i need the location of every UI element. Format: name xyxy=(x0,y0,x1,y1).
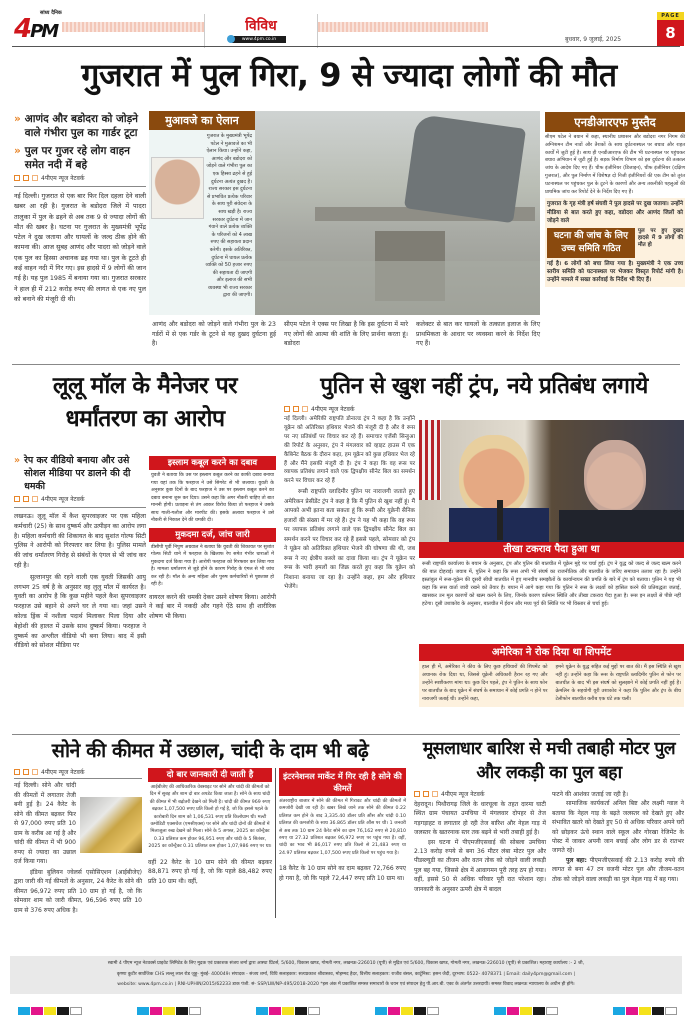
story1-photo-area xyxy=(149,111,540,315)
trump-face xyxy=(459,435,529,515)
story3-left xyxy=(284,405,415,593)
byline-square-icon xyxy=(32,496,38,502)
ie-icon xyxy=(227,35,235,43)
story1-byline: 4पीएम न्यूज नेटवर्क xyxy=(14,174,146,182)
story2-box2-title: मुकदमा दर्ज, जांच जारी xyxy=(149,528,276,542)
story3-byline: 4पीएम न्यूज नेटवर्क xyxy=(284,405,415,413)
byline-square-icon xyxy=(302,406,308,412)
masthead-stripe-right xyxy=(318,22,488,32)
story5-body-4: सामाजिक कार्यकर्ता अनिल बिष्ट और लक्ष्मी ग्वाल ने बताया कि नेहल गाड़ के बढ़ते जलस्तर को देखते हुए और संभावित खतरे को देखते हुए 50 से अधिक परिवार अपने घरों को छोड़कर ऊंचे स्थान वाले स्कूल और गोरखा रेजिमेंट के पोस्ट में जाकर अपनी जान बचाई और लोग डर से रातभर जागते रहे। xyxy=(552,800,684,855)
byline-square-icon xyxy=(423,791,429,797)
color-swatch-set xyxy=(613,1000,678,1019)
page-number: 8 xyxy=(657,20,684,46)
story4-byline: 4पीएम न्यूज नेटवर्क xyxy=(14,768,142,776)
story1-col-3: कलेक्टर से बात कर घायलों के तत्काल इलाज के लिए प्राथमिकता के आधार पर व्यवस्था करने के निर्देश दिए गए हैं। xyxy=(416,321,540,348)
story4-box2-title: इंटरनेशनल मार्केट में गिर रही है सोने की कीमतें xyxy=(279,768,406,796)
story4-headline: सोने की कीमत में उछाल, चांदी के दाम भी बढ़े xyxy=(51,739,369,762)
section-divider xyxy=(12,364,680,365)
story2-body-3: वायरल करने की धमकी देकर उसने शोषण किया। आरोपी ने कई बार में नकदी और गहने ऐंठे साथ ही शारीरिक शोषण भी किया। xyxy=(149,593,276,621)
registration-marks xyxy=(18,1000,678,1019)
page-label: PAGE xyxy=(657,12,684,20)
color-swatch-set xyxy=(256,1000,321,1019)
ndrf-box xyxy=(545,112,685,287)
story4-mid xyxy=(148,768,272,886)
byline-square-icon xyxy=(14,496,20,502)
logo-tagline: सांध्य दैनिक xyxy=(40,10,62,16)
story2-bullet: » रेप कर वीडियो बनाया और उसे सोशल मीडिया पर डालने की दी धमकी xyxy=(14,455,131,492)
probe-side: पुल पर हुए दुखद हादसे में 9 लोगों की मौत हो xyxy=(638,227,683,249)
color-swatch-set xyxy=(375,1000,440,1019)
byline-square-icon xyxy=(32,175,38,181)
story2-right xyxy=(149,456,276,622)
chevron-icon: » xyxy=(14,145,21,157)
color-swatch-set xyxy=(137,1000,202,1019)
story3-box1-body: रूसी राष्ट्रपति कार्यालय के बयान के अनुसार, ट्रंप और पुतिन की बातचीत में यूक्रेन मुद्दे पर चर्चा हुई। ट्रंप ने युद्ध को जल्द से जल्द खत्म करने की बात दोहराई। जवाब में, पुतिन ने कहा कि रूस अभी भी संघर्ष का राजनीतिक और बातचीत के जरिए समाधान तलाश रहा है। उन्होंने इस्तांबुल में रूस-यूक्रेन की दूसरी सीधी बातचीत में हुए मानवीय समझौतों के कार्यान्वयन की प्रगति के बारे में ट्रंप को बताया। पुतिन ने यह भी कहा कि रूस वार्ता जारी रखने को तैयार है। बयान में आगे कहा गया कि पुतिन ने रूस के लक्ष्यों को हासिल करने की प्रतिबद्धता जताई, खासकर उन मूल कारणों को खत्म करने के लिए, जिनके कारण वर्तमान स्थिति और तीखा टकराव पैदा हुआ है। रूस इन लक्ष्यों से पीछे नहीं हटेगा। दूसी उशाकोव के अनुसार, बातचीत में ईरान और मध्य पूर्व की स्थिति पर भी विस्तार से चर्चा हुई। xyxy=(422,561,681,608)
section-divider xyxy=(12,734,680,735)
probe-row xyxy=(547,228,683,258)
bridge-photo xyxy=(255,111,540,315)
story3-box1-title: तीखा टकराव पैदा हुआ था xyxy=(419,542,684,558)
color-swatch-set xyxy=(494,1000,559,1019)
river-water xyxy=(255,261,540,315)
story2-body-2: सुल्तानपुर की रहने वाली एक युवती जिसकी आयु लगभग 25 वर्ष है के अनुसार वह लुलु मॉल में कार्यरत है। युवती का आरोप है कि कुछ महीने पहले कैश सुपरवाइजर फरहाज उसे बहाने से अपने घर ले गया था। जहां उसने कोल्ड ड्रिंक में नशीला पदार्थ मिलाकर पिला दिया और बेहोशी की हालत में उसके साथ दुष्कर्म किया। फरहाज ने दुष्कर्म का अश्लील वीडियो भी बना लिया। बाद में इसी वीडियो को सोशल मीडिया पर xyxy=(14,573,146,650)
story5-right xyxy=(552,790,684,884)
divider xyxy=(14,186,146,187)
flag-stripes xyxy=(419,420,441,500)
story4-box1-body: आईबीजेए की आधिकारिक वेबसाइट पर सोने और चांदी की कीमतों को दिन में सुबह और शाम दो बार अपडेट किया जाता है। सोने के साथ चांदी की कीमत में भी बढ़ोतरी देखने को मिली है। चांदी की कीमत 969 रुपए बढ़कर 1,07,500 रुपए प्रति किलो हो गई है, जो कि इससे पहले के कारोबारी दिन शाम को 1,06,531 रुपए प्रति किलोग्राम थी। मल्टी कमोडिटी एक्सचेंज (एमसीएक्स) पर सोने और चांदी दोनों की कीमतों में मिलाजुला रुख देखने को मिला। सोने के 5 अगस्त, 2025 का कॉन्ट्रैक्ट 0.33 प्रतिशत कम होकर 96,951 रुपए और चांदी के 5 सितंबर, 2025 का कॉन्ट्रैक्ट 0.31 प्रतिशत कम होकर 1,07,986 रुपए पर था। xyxy=(148,785,272,850)
compensation-title: मुआवजे का ऐलान xyxy=(149,111,255,130)
putin-face xyxy=(584,440,646,514)
story3-box2-columns xyxy=(419,661,684,707)
byline-square-icon xyxy=(23,175,29,181)
minister-body: गुजरात के गृह मंत्री हर्ष संघवी ने पुल हादसे पर दुख जताया। उन्होंने मीडिया से बात करते हुए कहा, वडोदरा और आणंद जिलों को जोड़ने वाले xyxy=(547,201,683,225)
imprint-line-2: कृष्णा कुटीर सार्वजिक CHS लल्लू लाल रोड जुहू- मुंबई- 400049। संपादक - संजय शर्मा, विधि सलाहकार: सत्यप्रकाश श्रीवास्तव, मोहम्मद हैदर, वित्तीय सलाहकार: राजीव बंसल, कार्टूनिस्ट: हसन जैदी, दूरभाष: 0522- 4078371 | Email: daily4pm@gmail.com | xyxy=(116,971,576,977)
story2-left xyxy=(14,454,146,651)
story2-byline: 4पीएम न्यूज नेटवर्क xyxy=(14,495,146,503)
website-badge[interactable] xyxy=(232,36,286,43)
story1-bullets xyxy=(14,112,146,304)
byline-square-icon xyxy=(32,769,38,775)
story1-bullet-1: » आणंद और बडोदरा को जोड़ने वाले गंभीरा पुल का गार्डर टूटा xyxy=(14,113,139,139)
story3-box2-col-2: हमने यूक्रेन के युद्ध सहित कई मुद्दों पर बात की। मैं इस स्थिति से खुश नहीं हूं। उन्होंने कहा कि रूस के राष्ट्रपति व्लादिमीर पुतिन से फोन पर बातचीत के बाद भी इस संघर्ष को सुलझाने में कोई प्रगति नहीं हुई है। क्रेमलिन के सहयोगी यूरी उशाकोव ने कहा कि पुतिन और ट्रंप के बीच टेलीफोन बातचीत करीब एक घंटे तक चली। xyxy=(555,664,681,702)
byline-square-icon xyxy=(293,406,299,412)
story4-box2-after: 18 कैरेट के 10 ग्राम सोने का दाम बढ़कर 72,766 रुपए हो गया है, जो कि पहले 72,447 रुपए प्रति 10 ग्राम था। xyxy=(279,865,406,882)
column-divider xyxy=(275,768,276,918)
byline-square-icon xyxy=(414,791,420,797)
story5-byline: 4पीएम न्यूज नेटवर्क xyxy=(414,790,546,798)
story5-left xyxy=(414,790,546,894)
tanker-truck xyxy=(404,114,526,223)
cm-portrait xyxy=(151,157,204,219)
story3-box2-title: अमेरिका ने रोक दिया था शिपमेंट xyxy=(419,644,684,661)
color-swatch-set xyxy=(18,1000,83,1019)
putin-suit xyxy=(559,510,684,542)
probe-section xyxy=(545,198,685,286)
byline-square-icon xyxy=(14,175,20,181)
story3-box1 xyxy=(419,542,684,609)
compensation-body: गुजरात के मुख्यमंत्री भूपेंद्र पटेल ने मुआवजे का भी ऐलान किया। उन्होंने कहा, आणंद और बडोदरा को जोड़ने वाले गंभीरा पुल का एक हिस्सा ढहने से हुई दुर्घटना अत्यंत दुखद है। राज्य सरकार इस दुर्घटना से प्रभावित प्रत्येक परिवार के साथ पूरी संवेदना के साथ खड़ी है। राज्य सरकार दुर्घटना में जान गंवाने वाले प्रत्येक व्यक्ति के परिजनों को 4 लाख रुपए की सहायता प्रदान करेगी। इसके अतिरिक्त, दुर्घटना में घायल प्रत्येक व्यक्ति को 50 हजार रुपए की सहायता दी जाएगी और इलाज की सभी व्यवस्था भी राज्य सरकार द्वारा की जाएगी। xyxy=(205,133,252,299)
story4-body-1: नई दिल्ली। सोने और चांदी की कीमतों में लगातार तेजी बनी हुई है। 24 कैरेट के सोने की कीमत बढ़कर फिर से 97,000 रुपए प्रति 10 ग्राम के करीब आ गई है और चांदी की कीमत में भी 900 रुपए से ज्यादा का उछाल दर्ज किया गया। xyxy=(14,782,76,865)
website-link[interactable]: www.4pm.co.in xyxy=(241,37,277,42)
masthead-rule xyxy=(12,46,680,47)
story2-headline: लूलू मॉल के मैनेजर पर धर्मांतरण का आरोप xyxy=(52,373,238,432)
story4-right xyxy=(279,768,406,883)
story3-box2-col-1: हाल ही में, अमेरिका ने कीव के लिए कुछ हथियारों की शिपमेंट को अचानक रोक दिया था, जिससे यूक्रेनी अधिकारी हैरान रह गए और उन्होंने स्पष्टीकरण मांगा था। कुछ दिन पहले, ट्रंप ने पुतिन के साथ फोन पर बातचीत के बाद यूक्रेन में संघर्ष के समाधान में कोई प्रगति न होने पर नाराजगी जताई थी। उन्होंने कहा, xyxy=(422,664,548,702)
story3-body-1: नई दिल्ली। अमेरिकी राष्ट्रपति डोनाल्ड ट्रंप ने कहा है कि उन्होंने यूक्रेन को अतिरिक्त हथियार भेजने की मंजूरी दी है और वे रूस पर नए प्रतिबंधों पर विचार कर रहे हैं। समाचार एजेंसी सिन्हुआ की रिपोर्ट के अनुसार, ट्रंप ने मंगलवार को व्हाइट हाउस में एक कैबिनेट बैठक के दौरान कहा, हम यूक्रेन को कुछ हथियार भेज रहे हैं और मैंने इसकी मंजूरी दी है। ट्रंप ने कहा कि वह रूस पर व्यापक प्रतिबंध लगाने वाले एक द्विपक्षीय सीनेट बिल का समर्थन करने पर विचार कर रहे हैं xyxy=(284,416,415,485)
story4-box2-body: अंतरराष्ट्रीय बाजार में सोने की कीमत में गिरावट और चांदी की कीमतों में कमजोरी देखी जा रही है। खबर लिखे जाने तक सोने की कीमत 0.22 प्रतिशत कम होने के बाद 3,335.40 डॉलर प्रति औंस और चांदी 0.10 प्रतिशत की कमजोरी के साथ 36.865 डॉलर प्रति औंस पर थी। 1 जनवरी से अब तक 10 ग्राम 24 कैरेट सोने का दाम 76,162 रुपए से 20,810 रुपए या 27.32 प्रतिशत बढ़कर 96,972 रुपए पर पहुंच गया है। वहीं, चांदी का भाव भी 86,017 रुपए प्रति किलो से 21,483 रुपए या 24.97 प्रतिशत बढ़कर 1,07,500 रुपए प्रति किलो पर पहुंच गया है। xyxy=(279,799,406,856)
story2-box1-body: युवती ने बताया कि उस पर इस्लाम कबूल करने का काफी दबाव बनाया गया यहां तक कि फरहाज ने उसे सिगरेट से भी जलाया। युवती के अनुसार कुछ दिनों के बाद फरहाज ने उस पर इस्लाम कबूल करने का दबाव बनाना शुरू कर दिया। उसने कहा कि अगर नौकरी चाहिए तो बात माननी होगी। प्रताड़ना से तंग आकर विरोध किया तो फरहाज ने उसके साथ गाली-गलौज और मारपीट की। इसके अलावा फरहाज ने उसे नौकरी से निकाल देने की धमकी दी। xyxy=(151,473,274,523)
gold-bars-photo xyxy=(80,797,142,853)
story5-body-3: फटने की आशंका जताई जा रही है। xyxy=(552,791,628,798)
story5-subhead: पुल बहा: xyxy=(566,856,587,864)
probe-title: घटना की जांच के लिए उच्च समिति गठित xyxy=(547,228,635,258)
byline-square-icon xyxy=(14,769,20,775)
story2-box2-body: डीसीपी पूर्वी निपुण अग्रवाल ने बताया कि युवती की शिकायत पर सुशांत गोल्फ सिटी थाने में फरहाज के खिलाफ रेप समेत गंभीर धाराओं में मुकदमा दर्ज किया गया है। आरोपी फरहाज को गिरफ्तार कर लिया गया है। मामला धर्मांतरण से जुड़े होने के कारण गिरोह के एंगल से भी जांच कर रही है। मॉल के अन्य महिला और पुरुष कर्मचारियों से पूछताछ हो रही है। xyxy=(151,544,274,587)
story4-box1-after: वहीं 22 कैरेट के 10 ग्राम सोने की कीमत बढ़कर 88,871 रुपए हो गई है, जो कि पहले 88,482 रुपए प्रति 10 ग्राम थी। वहीं, xyxy=(148,858,272,885)
story3-body-2: रूसी राष्ट्रपति व्लादिमीर पुतिन पर नाराजगी जताते हुए अमेरिकन प्रेसीडेंट ट्रंप ने कहा है कि मैं पुतिन से खुश नहीं हूं। मैं आपको अभी इतना बता सकता हूं कि रूसी और यूक्रेनी सैनिक हजारों की संख्या में मर रहे हैं। ट्रंप ने यह भी कहा कि वह रूस पर व्यापक प्रतिबंध लगाने वाले एक द्विपक्षीय सीनेट बिल का समर्थन करने पर विचार कर रहे हैं इससे पहले, सोमवार को ट्रंप ने यूक्रेन को अतिरिक्त हथियार भेजने की घोषणा की थी, जब रूस ने नए क्षेत्रीय कब्जे का दावा किया था। ट्रंप ने यूक्रेन पर रूस के भारी हमलों का जिक्र करते हुए कहा कि यूक्रेन को निशाना बनाया जा रहा है। उन्होंने कहा, हम और हथियार भेजेंगे। xyxy=(284,489,415,591)
byline-square-icon xyxy=(23,769,29,775)
story1-columns xyxy=(152,320,540,349)
story1-col-1: आणंद और बडोदरा को जोड़ने वाले गंभीरा पुल के 23 गर्डरों में से एक गर्डर के टूटने से यह दुखद दुर्घटना हुई है। xyxy=(152,321,276,348)
ndrf-title: एनडीआरएफ मुस्तैद xyxy=(545,112,685,132)
story3-headline: पुतिन से खुश नहीं ट्रंप, नये प्रतिबंध लगाये xyxy=(320,373,648,399)
masthead xyxy=(0,0,692,46)
logo-mark: 4PM xyxy=(14,14,58,44)
story4-box1-title: दो बार जानकारी दी जाती है xyxy=(148,768,272,782)
story4-left xyxy=(14,768,142,915)
imprint-line-3: website: www.4pm.co.in | RNI-UPHIN/2015/62233 डाक पंजी. सं- SSP/LW/NP-495/2018-2020 *इस अंक में प्रकाशित समस्त समाचारों के चयन एवं संपादन हेतु पी.आर.बी. एक्ट के अंतर्गत उत्तरदायी। समस्त विवाद लखनऊ न्यायालय के अधीन ही होंगे। xyxy=(117,982,575,987)
compensation-box xyxy=(149,111,255,315)
microphone xyxy=(497,500,503,540)
story3-box2 xyxy=(419,644,684,707)
byline-square-icon xyxy=(284,406,290,412)
imprint-line-1: स्वामी 4 पीएम न्यूज नेटवर्क्स प्राइवेट लिमिटेड के लिए मुद्रक एवं प्रकाशक संजय शर्मा द्वारा आस्था प्रिंटर्स, 5/600, विकास खण्ड, गोमती नगर, लखनऊ-226010 (यूपी) से मुद्रित एवं 5/600, विकास खण्ड, गोमती नगर, लखनऊ-226010 (यूपी) से प्रकाशित। महाराष्ट्र कार्यालय :- 2 जी, xyxy=(107,961,585,966)
story2-body-1: लखनऊ। लूलू मॉल में कैश सुपरवाइजर पर एक महिला कर्मचारी (25) के साथ दुष्कर्म और उत्पीड़न का आरोप लगा है। महिला कर्मचारी की शिकायत के बाद सुशांत गोल्फ सिटी पुलिस ने आरोपी को गिरफ्तार कर लिया है। पुलिस मामले की जांच धर्मांतरण गिरोह से संबंधों के एंगल से भी जांच कर रही है। xyxy=(14,513,147,569)
byline-square-icon xyxy=(432,791,438,797)
divider xyxy=(14,507,146,508)
chevron-icon: » xyxy=(14,455,21,466)
story2-box1-title: इस्लाम कबूल करने का दबाव xyxy=(149,456,276,470)
page-badge xyxy=(657,12,684,46)
story1-bullet-2: » पुल पर गुजर रहे लोग वाहन समेत नदी में बहे xyxy=(14,145,130,171)
story1-body: नई दिल्ली। गुजरात से एक बार फिर दिल दहला देने वाली खबर आ रही है। गुजरात के बडोदरा जिले में पादरा तालुका में पुल के ढहने से अब तक 9 से ज्यादा लोगों की मौत की खबर है। घटना पर गुजरात के मुख्यमंत्री भूपेंद्र पटेल ने दुख जताया और घायलों के जल्द ठीक होने की कामना की। आज सुबह आणंद और पादरा को जोड़ने वाले एक पुल का हिस्सा अचानक ढह गया था। पुल के टूटते ही कई वाहन नदी में गिर गए। इस हादसे में 9 लोगों की जान गई है। यह पुल 1985 में बनाया गया था। गुजरात सरकार ने हाल ही में 212 करोड़ रुपए की लागत से एक नए पुल को बनाने की मंजूरी दी थी। xyxy=(14,192,146,303)
story5-body-5: पुल बहा: पीएमजीएसवाई की 2.13 करोड़ रुपये की लागत से बना 47 टन वजनी मोटर पुल और तीजम-वतन तोक को जोड़ने वाला लकड़ी का पुल नेहल गाड़ में बह गया। xyxy=(552,856,684,883)
byline-square-icon xyxy=(23,496,29,502)
divider xyxy=(14,778,142,779)
issue-date: बुधवार, 9 जुलाई, 2025 xyxy=(565,36,622,43)
probe-body: गई है। 6 लोगों को बचा लिया गया है। मुख्यमंत्री ने एक उच्च स्तरीय समिति को घटनास्थल पर भेजकर विस्तृत रिपोर्ट मांगी है। उन्होंने मामले में सख्त कार्रवाई के निर्देश भी दिए हैं। xyxy=(547,260,683,284)
imprint-footer xyxy=(10,956,682,994)
section-title: विविध xyxy=(245,18,277,34)
story1-col-2: सीएम पटेल ने एक्स पर लिखा है कि इस दुर्घटना में मारे गए लोगों की आत्मा की शांति के लिए प्रार्थना करता हूं। बडोदरा xyxy=(284,321,408,348)
story1-headline: गुजरात में पुल गिरा, 9 से ज्यादा लोगों की मौत xyxy=(81,56,617,94)
story5-headline: मूसलाधार बारिश से मची तबाही मोटर पुल और लकड़ी का पुल बहा xyxy=(422,739,676,783)
story5-body-1: देहरादून। पिथौरागढ़ जिले के धारचूला के तहत दारमा घाटी स्थित ग्राम पंचायत उमचिया में मंगलवार दोपहर से तेज गड़गड़ाहट व लगातार हो रही तेज बारिश और नेहल गाड़ में जलस्तर के खतरनाक स्तर तक बढ़ने से भारी तबाही हुई है। xyxy=(414,801,546,837)
trump-putin-photo xyxy=(419,420,684,542)
story4-body-2: इंडिया बुलियन ज्वेलर्स एसोसिएशन (आईबीजेए) द्वारा जारी की गई कीमतों के अनुसार, 24 कैरेट के सोने की कीमत 96,972 रुपए प्रति 10 ग्राम हो गई है, जो कि सोमवार शाम को जारी कीमत, 96,596 रुपए प्रति 10 ग्राम से 376 रुपए अधिक है। xyxy=(14,868,142,914)
masthead-stripe-left xyxy=(62,22,204,32)
story5-body-2: इस घटना में पीएमजीएसवाई की सोबला उमचिया 2.13 करोड़ रुपये से बना 36 मीटर लंबा मोटर पुल और पीडब्ल्यूडी का तीजम और वतन तोक को जोड़ने वाली लकड़ी पुल बह गया, जिससे क्षेत्र में आवागमन पूरी तरह ठप हो गया। वहीं, इससे 50 से अधिक परिवार पूरी रात परेशान रहा। जानकारी के अनुसार ऊपरी क्षेत्र में बादल xyxy=(414,838,546,893)
ndrf-body: सीएम पटेल ने बयान में कहा, स्थानीय प्रशासन और बडोदरा नगर निगम की अग्निशमन टीम नावों और तैराकों के साथ दुर्घटनास्थल पर बचाव और राहत कार्यों में जुटी हुई है। साथ ही एनडीआरएफ की टीम भी घटनास्थल पर पहुंचकर बचाव अभियान में जुटी हुई है। सड़क निर्माण विभाग को इस दुर्घटना की तत्काल जांच के आदेश दिए गए हैं। चीफ इंजीनियर (डिजाइन), चीफ इंजीनियर (दक्षिण गुजरात), और पुल निर्माण में विशेषज्ञ दो निजी इंजीनियरों की एक टीम को तुरंत घटनास्थल पर पहुंचकर पुल के टूटने के कारणों और अन्य तकनीकी पहलुओं की प्राथमिक जांच कर रिपोर्ट देने के निर्देश दिए गए हैं। xyxy=(545,134,685,195)
chevron-icon: » xyxy=(14,113,21,125)
